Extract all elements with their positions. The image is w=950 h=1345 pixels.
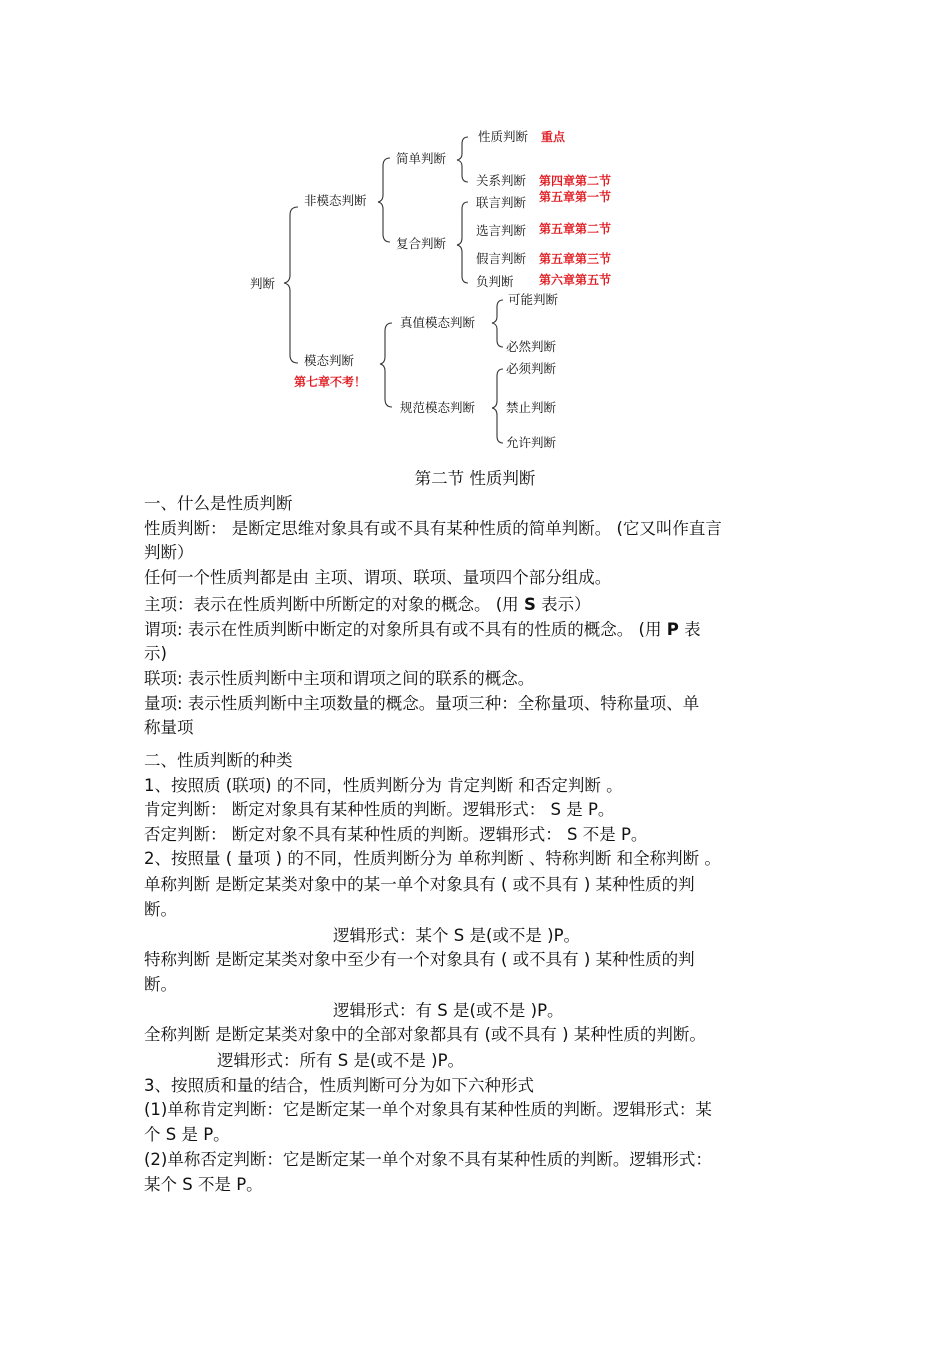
node-property: 性质判断 [478,129,529,144]
text-line: 量项: 表示性质判断中主项数量的概念。量项三种：全称量项、特称量项、单 [144,694,700,713]
node-negative: 负判断 [476,274,514,289]
text-line-predicate [144,620,701,640]
judgment-classification-tree [240,120,660,460]
node-normative-modal: 规范模态判断 [400,400,476,415]
tag-hypothetical: 第五章第三节 [539,252,612,266]
tag-property: 重点 [541,130,566,144]
node-conjunctive: 联言判断 [476,195,527,210]
node-truth-modal: 真值模态判断 [400,315,476,330]
node-compound: 复合判断 [396,236,447,251]
node-disjunctive: 选言判断 [476,223,527,238]
text-segment: 主项：表示在性质判断中所断定的对象的概念。 (用 [144,595,524,614]
text-line: 性质判断： 是断定思维对象具有或不具有某种性质的简单判断。 (它又叫作直言 [144,519,722,538]
text-line-form: 逻辑形式：某个 S 是(或不是 )P。 [333,926,581,945]
node-permitted: 允许判断 [506,435,557,450]
text-segment: 谓项: 表示在性质判断中断定的对象所具有或不具有的性质的概念。 (用 [144,620,667,639]
text-segment: 表示） [535,595,591,614]
text-line: 判断） [144,543,194,562]
tag-conjunctive: 第五章第一节 [539,190,612,204]
tag-disjunctive: 第五章第二节 [539,222,612,236]
text-line: 肯定判断： 断定对象具有某种性质的判断。逻辑形式： S 是 P。 [144,800,615,819]
text-line: 个 S 是 P。 [144,1125,230,1144]
text-line: 称量项 [144,718,194,737]
symbol-s: S [523,595,536,614]
text-line: 断。 [144,900,177,919]
text-line-subject [144,595,591,615]
text-line: 某个 S 不是 P。 [144,1175,263,1194]
node-hypothetical: 假言判断 [476,251,527,266]
node-prohibited: 禁止判断 [506,400,557,415]
text-line: 否定判断： 断定对象不具有某种性质的判断。逻辑形式： S 不是 P。 [144,825,648,844]
node-modal: 模态判断 [304,353,355,368]
text-line: 示) [144,644,167,663]
text-line: (2)单称否定判断：它是断定某一单个对象不具有某种性质的判断。逻辑形式： [144,1150,712,1169]
text-segment: 表 [678,620,701,639]
text-line: 联项: 表示性质判断中主项和谓项之间的联系的概念。 [144,669,535,688]
node-root: 判断 [250,276,276,291]
node-possible: 可能判断 [508,292,559,307]
text-line: 断。 [144,975,177,994]
text-line-form: 逻辑形式：有 S 是(或不是 )P。 [333,1001,564,1020]
node-relation: 关系判断 [476,173,527,188]
text-line: 2、按照量 ( 量项 ) 的不同，性质判断分为 单称判断 、特称判断 和全称判断 。 [144,849,721,868]
text-line-form: 逻辑形式：所有 S 是(或不是 )P。 [217,1051,465,1070]
section-title: 第二节 性质判断 [414,469,536,488]
tag-modal: 第七章不考！ [294,375,367,389]
text-line: 1、按照质 (联项) 的不同，性质判断分为 肯定判断 和否定判断 。 [144,776,623,795]
node-nonmodal: 非模态判断 [304,193,367,208]
text-line: (1)单称肯定判断：它是断定某一单个对象具有某种性质的判断。逻辑形式：某 [144,1100,712,1119]
heading-2: 二、性质判断的种类 [144,751,293,770]
node-obligatory: 必须判断 [506,361,557,376]
symbol-p: P [666,620,679,639]
tag-negative: 第六章第五节 [539,273,612,287]
text-line: 特称判断 是断定某类对象中至少有一个对象具有 ( 或不具有 ) 某种性质的判 [144,950,695,969]
tag-relation: 第四章第二节 [539,174,612,188]
text-line: 3、按照质和量的结合，性质判断可分为如下六种形式 [144,1076,534,1095]
text-line: 任何一个性质判都是由 主项、谓项、联项、量项四个部分组成。 [144,568,612,587]
node-simple: 简单判断 [396,151,447,166]
heading-1: 一、什么是性质判断 [144,494,293,513]
text-line: 全称判断 是断定某类对象中的全部对象都具有 (或不具有 ) 某种性质的判断。 [144,1025,706,1044]
text-line: 单称判断 是断定某类对象中的某一单个对象具有 ( 或不具有 ) 某种性质的判 [144,875,695,894]
node-necessary: 必然判断 [506,339,557,354]
